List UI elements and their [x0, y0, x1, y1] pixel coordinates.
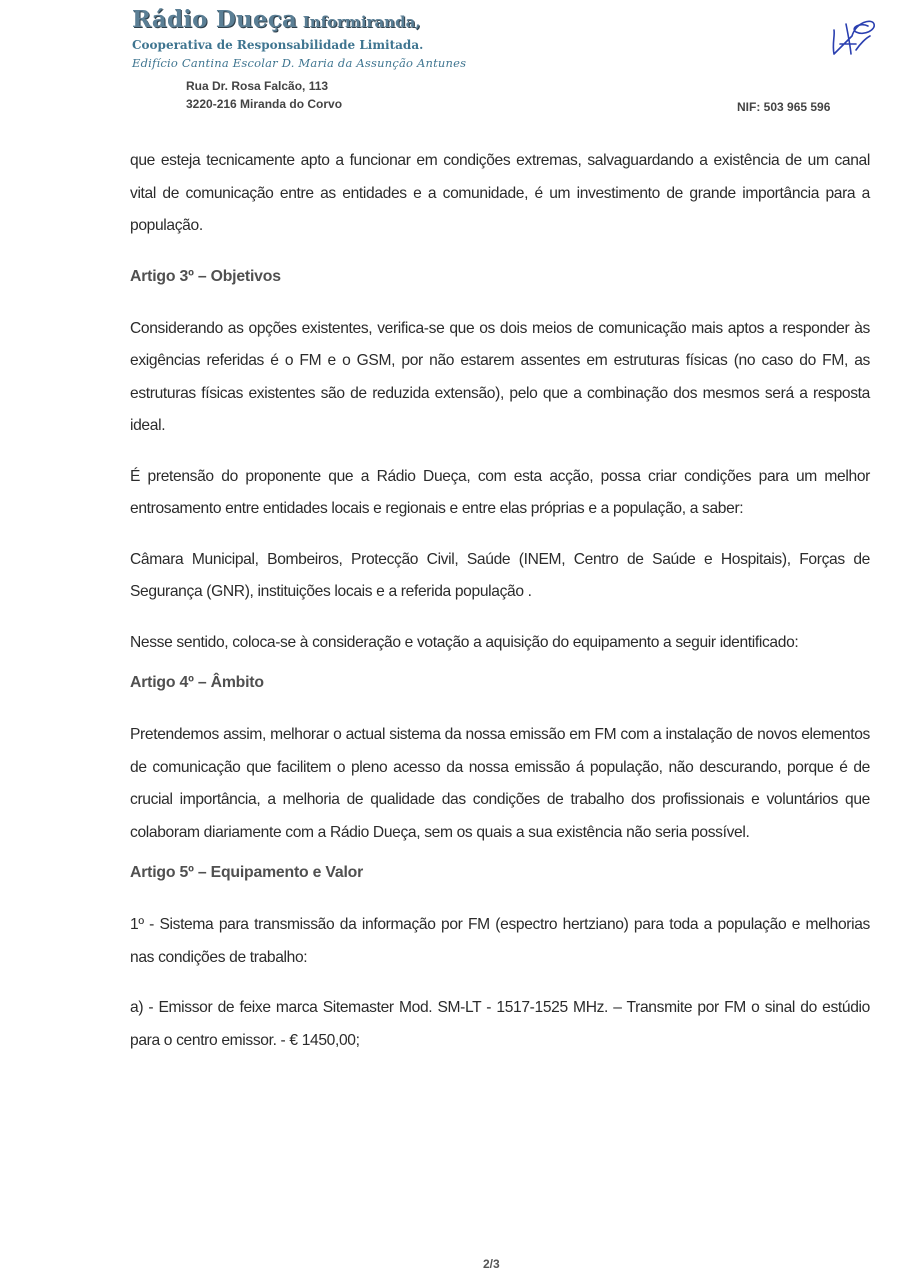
document-body [130, 145, 870, 1057]
organization-name-main: Rádio Dueça [132, 6, 298, 33]
paragraph-options: Considerando as opções existentes, verifica-se que os dois meios de comunicação mais aptos a responder às exigências referidas é o FM e o GSM, por não estarem assentes em estruturas físicas (no caso do FM, as estruturas físicas existentes são de reduzida extensão), pelo que a combinação dos mesmos será a resposta ideal. [130, 319, 870, 434]
paragraph-equipment-a: a) - Emissor de feixe marca Sitemaster Mod. SM-LT - 1517-1525 MHz. – Transmite por FM o sinal do estúdio para o centro emissor. - € 1450,00; [130, 999, 870, 1049]
paragraph-scope: Pretendemos assim, melhorar o actual sistema da nossa emissão em FM com a instalação de novos elementos de comunicação que facilitem o pleno acesso da nossa emissão á população, não descurando, porque é de crucial importância, a melhoria de qualidade das condições de trabalho dos profissionais e voluntários que colaboram diariamente com a Rádio Dueça, sem os quais a sua existência não seria possível. [130, 726, 870, 841]
building-line: Edifício Cantina Escolar D. Maria da Assunção Antunes [132, 56, 467, 70]
paragraph-entities-list: Câmara Municipal, Bombeiros, Protecção Civil, Saúde (INEM, Centro de Saúde e Hospitais), Forças de Segurança (GNR), instituições locais e a referida população . [130, 550, 870, 600]
organization-name [132, 6, 421, 33]
heading-article-3: Artigo 3º – Objetivos [130, 267, 281, 285]
address-postal: 3220-216 Miranda do Corvo [186, 97, 343, 111]
paragraph-intro-continuation: que esteja tecnicamente apto a funcionar em condições extremas, salvaguardando a existência de um canal vital de comunicação entre as entidades e a comunidade, é um investimento de grande importância para a população. [130, 152, 870, 234]
paragraph-vote: Nesse sentido, coloca-se à consideração e votação a aquisição do equipamento a seguir identificado: [130, 633, 799, 651]
heading-article-4: Artigo 4º – Âmbito [130, 674, 264, 691]
page-number: 2/3 [483, 1257, 500, 1271]
tax-id: NIF: 503 965 596 [737, 100, 831, 114]
address-street: Rua Dr. Rosa Falcão, 113 [186, 79, 329, 93]
heading-article-5: Artigo 5º – Equipamento e Valor [130, 864, 364, 881]
organization-name-suffix: Informiranda, [302, 13, 421, 31]
cooperative-line: Cooperativa de Responsabilidade Limitada. [132, 38, 424, 52]
letterhead [0, 0, 897, 130]
paragraph-system-item: 1º - Sistema para transmissão da informação por FM (espectro hertziano) para toda a população e melhorias nas condições de trabalho: [130, 916, 870, 966]
paragraph-intention: É pretensão do proponente que a Rádio Dueça, com esta acção, possa criar condições para um melhor entrosamento entre entidades locais e regionais e entre elas próprias e a população, a saber: [130, 467, 870, 517]
signature-icon [826, 14, 878, 60]
